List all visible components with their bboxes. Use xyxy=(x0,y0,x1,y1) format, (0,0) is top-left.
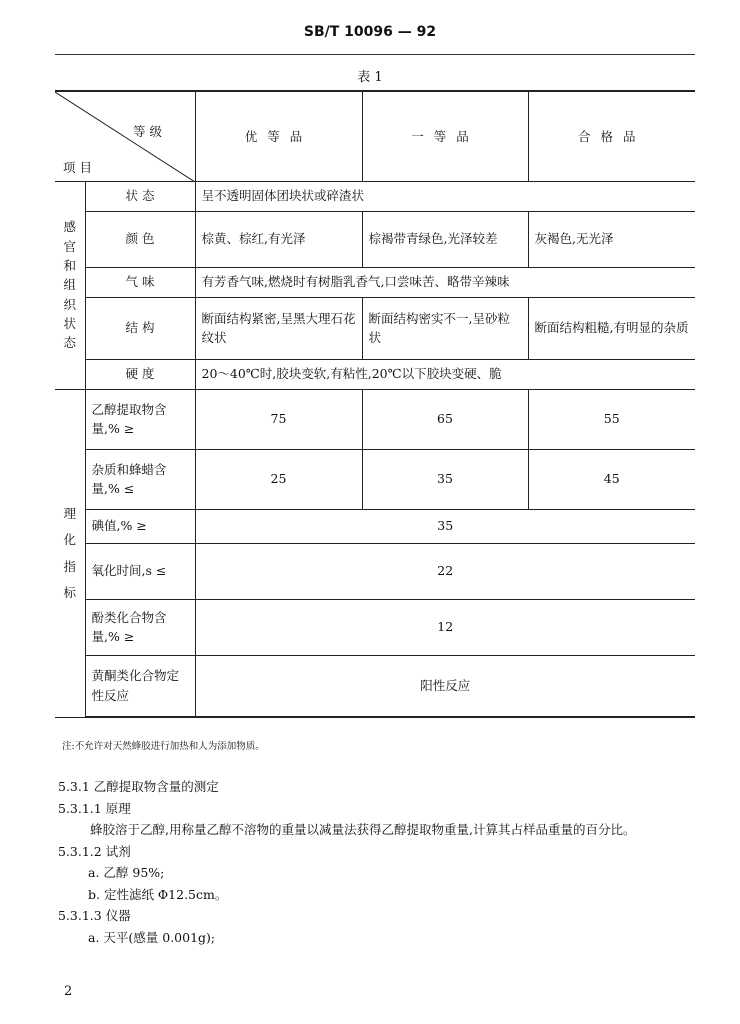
table-row xyxy=(55,211,695,267)
value-impurity-3: 45 xyxy=(528,449,695,509)
table-header-row xyxy=(55,91,695,181)
table-row xyxy=(55,655,695,717)
grade-header-1: 优等品 xyxy=(195,91,362,181)
row-label-impurity: 杂质和蜂蜡含量,% ≤ xyxy=(85,449,195,509)
corner-grade-label: 等 级 xyxy=(133,124,162,139)
table-row xyxy=(55,181,695,211)
table-row xyxy=(55,543,695,599)
value-color-2: 棕褐带青绿色,光泽较差 xyxy=(362,211,528,267)
corner-item-label: 项 目 xyxy=(63,160,92,175)
table-row xyxy=(55,509,695,543)
section-heading-5-3-1-3: 5.3.1.3 仪器 xyxy=(58,908,131,923)
row-label-iodine: 碘值,% ≥ xyxy=(85,509,195,543)
quality-spec-table xyxy=(55,90,695,718)
row-label-phenolic: 酚类化合物含量,% ≥ xyxy=(85,599,195,655)
instrument-item-a: a. 天平(感量 0.001g); xyxy=(88,929,216,945)
table-row xyxy=(55,449,695,509)
value-odor: 有芳香气味,燃烧时有树脂乳香气,口尝味苦、略带辛辣味 xyxy=(195,267,695,297)
row-label-ethanol-extract: 乙醇提取物含量,% ≥ xyxy=(85,389,195,449)
principle-paragraph: 蜂胶溶于乙醇,用称量乙醇不溶物的重量以减量法获得乙醇提取物重量,计算其占样品重量的百分比。 xyxy=(90,822,636,837)
value-oxidation: 22 xyxy=(195,543,695,599)
value-state: 呈不透明固体团块状或碎渣状 xyxy=(195,181,695,211)
value-ethanol-extract-2: 65 xyxy=(362,389,528,449)
value-impurity-1: 25 xyxy=(195,449,362,509)
row-label-color: 颜 色 xyxy=(85,211,195,267)
table-row xyxy=(55,359,695,389)
group-physchem-label: 理 化 指 标 xyxy=(55,389,85,717)
page-number: 2 xyxy=(64,984,73,999)
value-color-1: 棕黄、棕红,有光泽 xyxy=(195,211,362,267)
row-label-oxidation: 氧化时间,s ≤ xyxy=(85,543,195,599)
table-title: 表 1 xyxy=(357,70,383,85)
value-ethanol-extract-3: 55 xyxy=(528,389,695,449)
table-row xyxy=(55,599,695,655)
header-rule xyxy=(55,54,695,55)
table-row xyxy=(55,389,695,449)
standard-number: SB/T 10096 — 92 xyxy=(303,24,437,40)
value-iodine: 35 xyxy=(195,509,695,543)
value-hardness: 20～40℃时,胶块变软,有粘性,20℃以下胶块变硬、脆 xyxy=(195,359,695,389)
corner-cell xyxy=(55,91,195,181)
table-row xyxy=(55,297,695,359)
group-sensory-label: 感 官 和 组 织 状 态 xyxy=(55,181,85,389)
grade-header-3: 合格品 xyxy=(528,91,695,181)
row-label-flavone: 黄酮类化合物定性反应 xyxy=(85,655,195,717)
value-phenolic: 12 xyxy=(195,599,695,655)
reagent-item-a: a. 乙醇 95%; xyxy=(88,865,165,880)
value-flavone: 阳性反应 xyxy=(195,655,695,717)
value-ethanol-extract-1: 75 xyxy=(195,389,362,449)
section-heading-5-3-1-2: 5.3.1.2 试剂 xyxy=(58,843,131,859)
value-impurity-2: 35 xyxy=(362,449,528,509)
row-label-odor: 气 味 xyxy=(85,267,195,297)
value-structure-3: 断面结构粗糙,有明显的杂质 xyxy=(528,297,695,359)
table-note: 注:不允许对天然蜂胶进行加热和人为添加物质。 xyxy=(62,741,265,752)
section-heading-5-3-1: 5.3.1 乙醇提取物含量的测定 xyxy=(58,779,219,794)
row-label-hardness: 硬 度 xyxy=(85,359,195,389)
value-structure-2: 断面结构密实不一,呈砂粒状 xyxy=(362,297,528,359)
section-heading-5-3-1-1: 5.3.1.1 原理 xyxy=(58,800,131,816)
reagent-item-b: b. 定性滤纸 Φ12.5cm。 xyxy=(88,886,228,902)
value-color-3: 灰褐色,无光泽 xyxy=(528,211,695,267)
row-label-state: 状 态 xyxy=(85,181,195,211)
table-row xyxy=(55,267,695,297)
row-label-structure: 结 构 xyxy=(85,297,195,359)
grade-header-2: 一等品 xyxy=(362,91,528,181)
value-structure-1: 断面结构紧密,呈黑大理石花纹状 xyxy=(195,297,362,359)
method-section xyxy=(58,776,698,948)
